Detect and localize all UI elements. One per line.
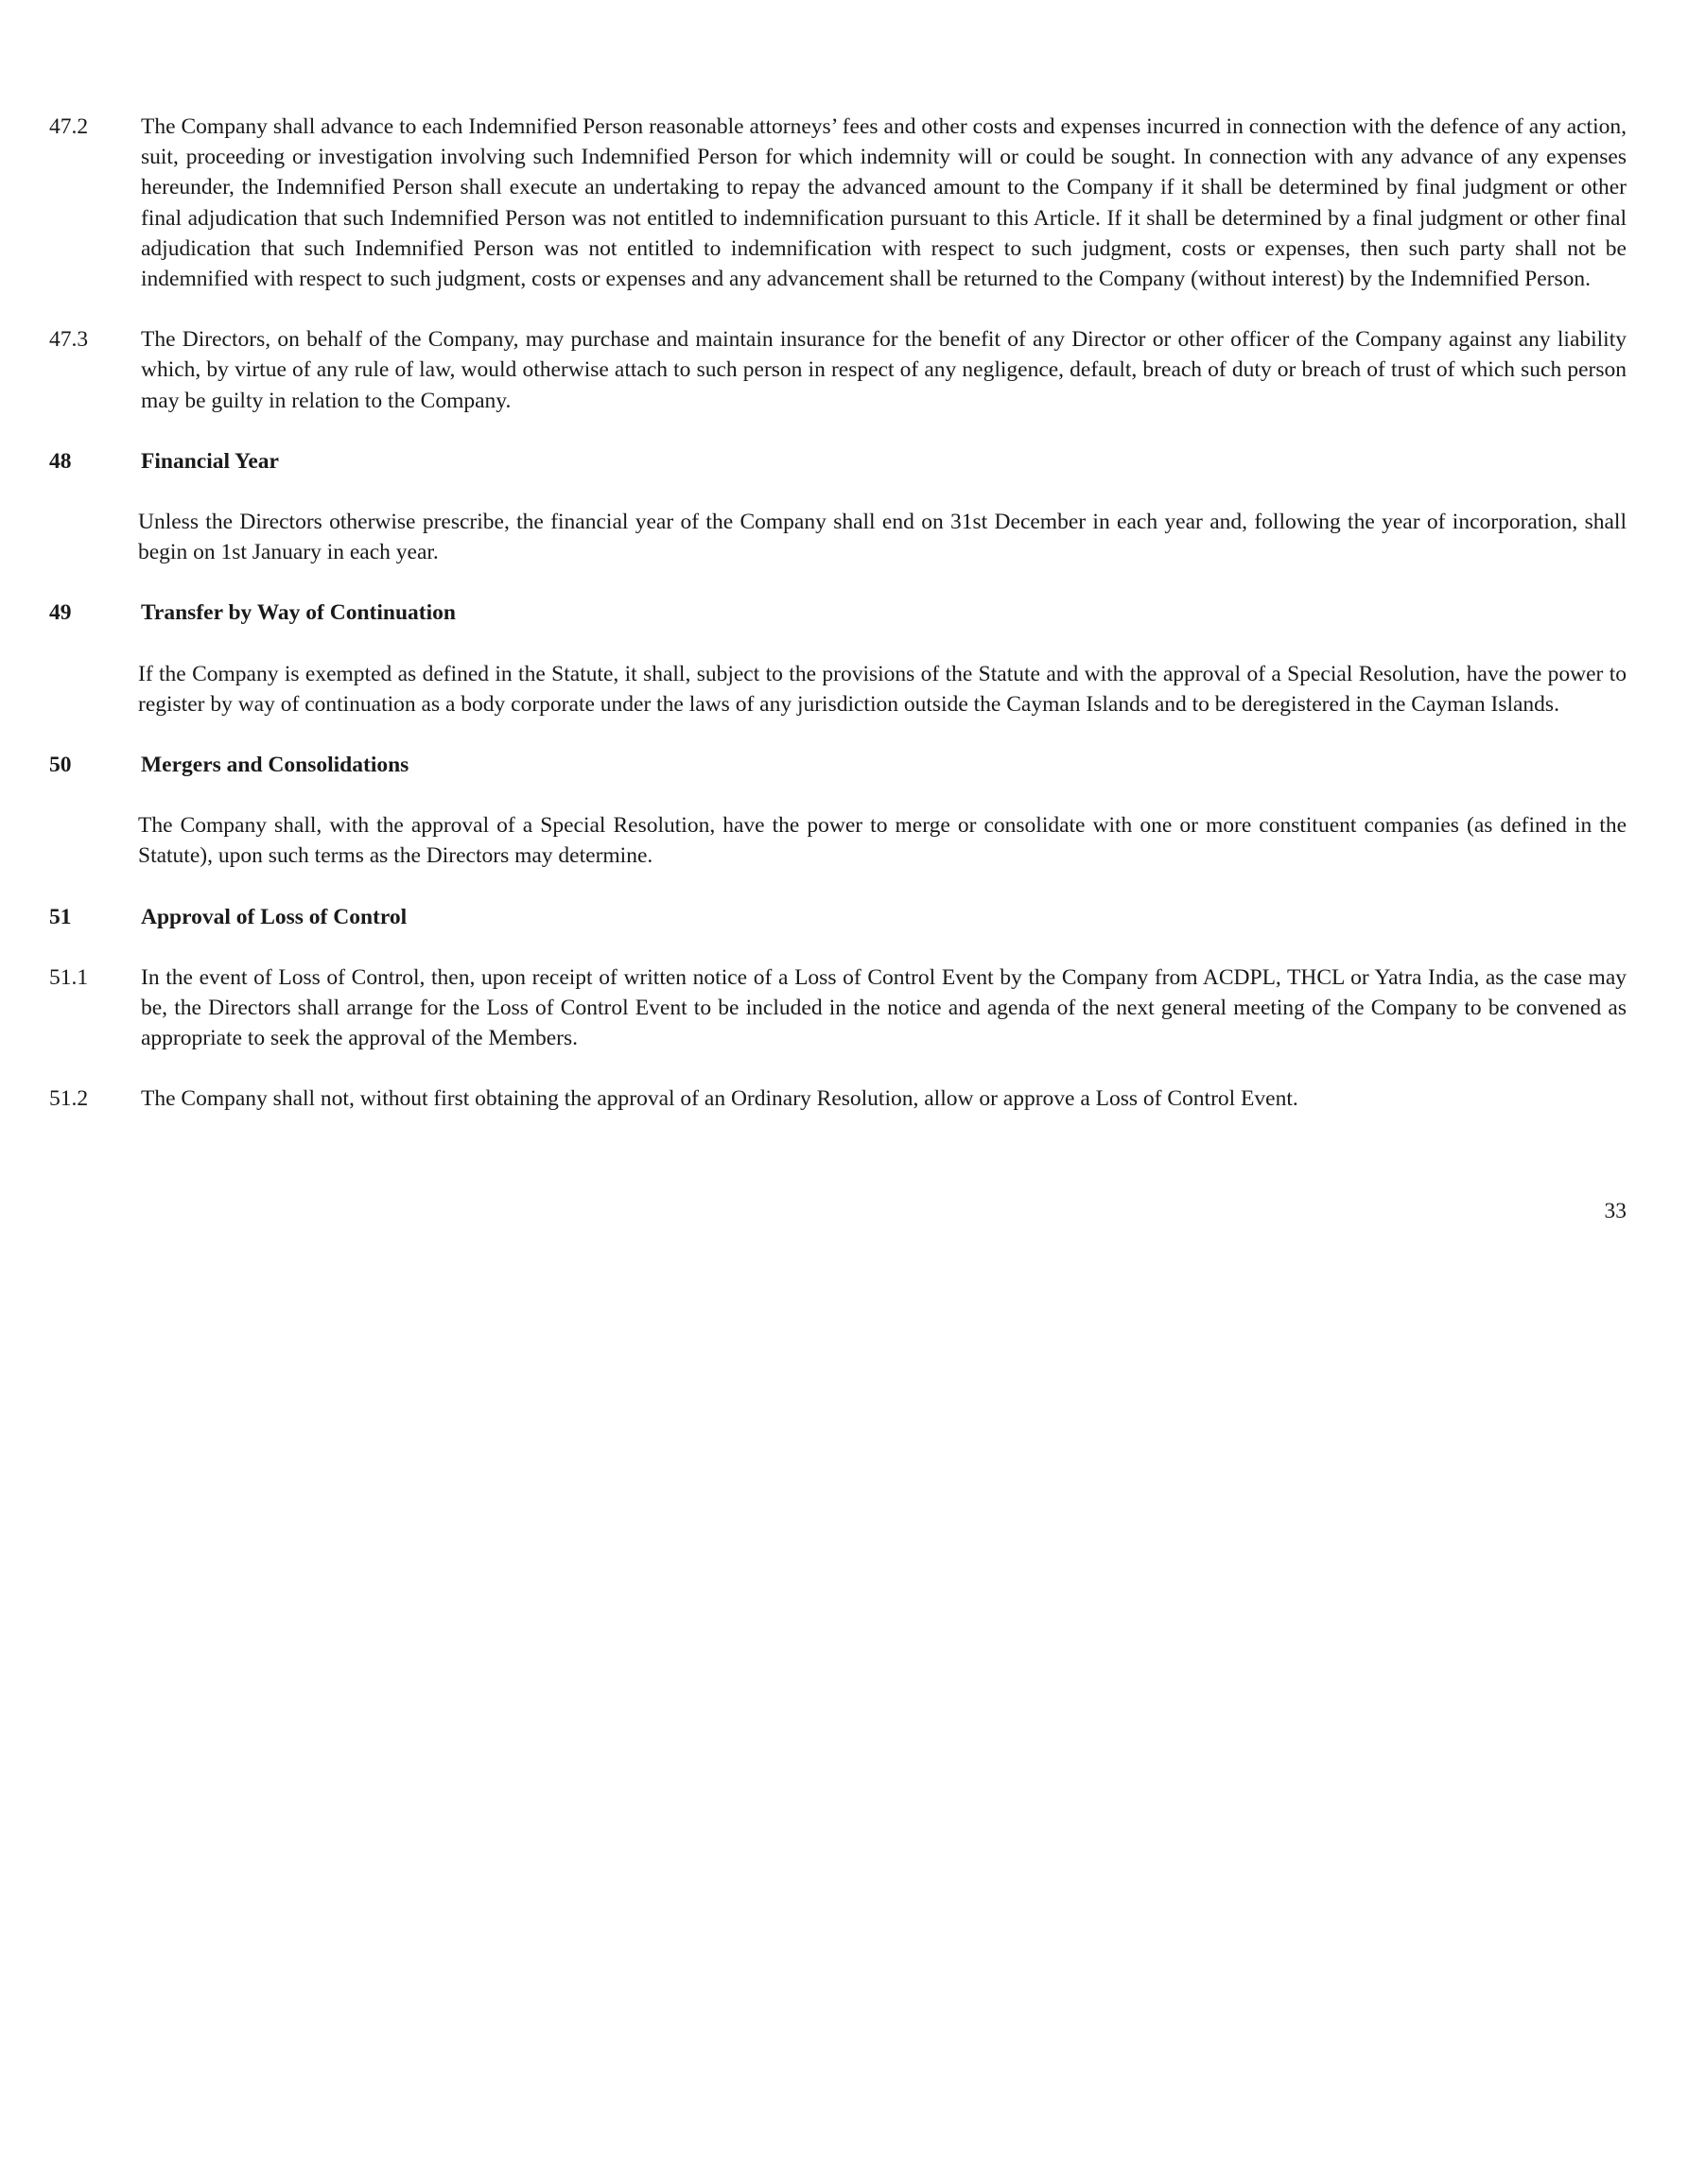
section-49-heading xyxy=(49,598,1627,628)
section-49-text: If the Company is exempted as defined in the Statute, it shall, subject to the provisions of the Statute and with the approval of a Special Resolution, have the power to register by way of continuation as a body corporate under the laws of any jurisdiction outside the Cayman Islands and to be deregistered in the Cayman Islands. xyxy=(138,661,1627,717)
section-50-heading xyxy=(49,750,1627,780)
section-48-text: Unless the Directors otherwise prescribe, the financial year of the Company shall end on 31st December in each year and, following the year of incorporation, shall begin on 1st January in each year. xyxy=(138,510,1627,565)
section-51-heading xyxy=(49,902,1627,932)
clause-text: The Company shall not, without first obtaining the approval of an Ordinary Resolution, allow or approve a Loss of Control Event. xyxy=(141,1086,1298,1112)
section-number: 48 xyxy=(49,448,72,474)
clause-47-3 xyxy=(49,324,1627,416)
section-title: Transfer by Way of Continuation xyxy=(141,600,456,626)
section-number: 50 xyxy=(49,753,72,778)
section-title: Financial Year xyxy=(141,448,279,474)
clause-text: In the event of Loss of Control, then, upon receipt of written notice of a Loss of Control Event by the Company from ACDPL, THCL or Yatra India, as the case may be, the Directors shall arrange for the Loss of Control Event to be included in the notice and agenda of the next general meeting of the Company to be convened as appropriate to seek the approval of the Members. xyxy=(141,964,1627,1051)
section-48-heading xyxy=(49,446,1627,477)
clause-51-2 xyxy=(49,1083,1627,1114)
page-number: 33 xyxy=(1604,1199,1627,1223)
clause-text: The Directors, on behalf of the Company, may purchase and maintain insurance for the benefit of any Director or other officer of the Company against any liability which, by virtue of any rule of law, would otherwise attach to such person in respect of any negligence, default, breach of duty or breach of trust of which such person may be guilty in relation to the Company. xyxy=(141,327,1627,413)
section-number: 51 xyxy=(49,904,72,929)
clause-text: The Company shall advance to each Indemnified Person reasonable attorneys’ fees and other costs and expenses incurred in connection with the defence of any action, suit, proceeding or investigation involving such Indemnified Person for which indemnity will or could be sought. In connection with any advance of any expenses hereunder, the Indemnified Person shall execute an undertaking to repay the advanced amount to the Company if it shall be determined by final judgment or other final adjudication that such Indemnified Person was not entitled to indemnification pursuant to this Article. If it shall be determined by a final judgment or other final adjudication that such Indemnified Person was not entitled to indemnification with respect to such judgment, costs or expenses, then such party shall not be indemnified with respect to such judgment, costs or expenses and any advancement shall be returned to the Company (without interest) by the Indemnified Person. xyxy=(141,114,1627,292)
section-title: Mergers and Consolidations xyxy=(141,753,409,778)
clause-47-2 xyxy=(49,112,1627,294)
clause-number: 51.2 xyxy=(49,1086,89,1112)
clause-number: 47.2 xyxy=(49,114,89,139)
clause-number: 51.1 xyxy=(49,964,89,990)
clause-number: 47.3 xyxy=(49,327,89,353)
clause-51-1 xyxy=(49,962,1627,1054)
section-50-text: The Company shall, with the approval of a Special Resolution, have the power to merge or consolidate with one or more constituent companies (as defined in the Statute), upon such terms as the Directors may determine. xyxy=(138,813,1627,869)
section-title: Approval of Loss of Control xyxy=(141,904,408,929)
section-number: 49 xyxy=(49,600,72,626)
